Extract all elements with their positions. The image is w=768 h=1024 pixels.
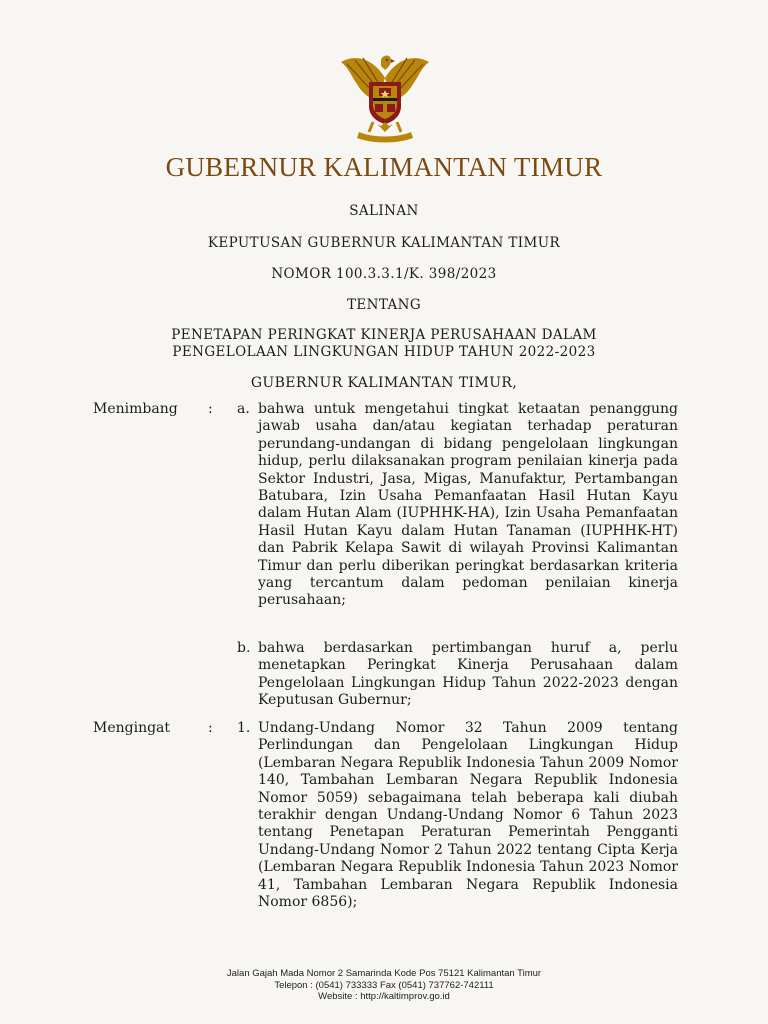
- considering-item-text: bahwa untuk mengetahui tingkat ketaatan penanggung jawab usaha dan/atau kegiatan terhadap peraturan perundang-undangan di bidang pengelolaan lingkungan hidup, perlu dilaksanakan program penilaian kinerja pada Sektor Industri, Jasa, Migas, Manufaktur, Pertambangan Batubara, Izin Usaha Pemanfaatan Hasil Hutan Kayu dalam Hutan Alam (IUPHHK-HA), Izin Usaha Pemanfaatan Hasil Hutan Kayu dalam Hutan Tanaman (IUPHHK-HT) dan Pabrik Kelapa Sawit di wilayah Provinsi Kalimantan Timur dan perlu diberikan peringkat berdasarkan kriteria yang tercantum dalam pedoman penilaian kinerja perusahaan;: [258, 401, 678, 609]
- letter-footer: [0, 968, 768, 1003]
- governor-letterhead-title: GUBERNUR KALIMANTAN TIMUR: [165, 152, 603, 182]
- copy-label: SALINAN: [349, 203, 419, 219]
- recalling-colon: :: [208, 720, 213, 736]
- footer-phone: Telepon : (0541) 733333 Fax (0541) 737762-742111: [274, 979, 494, 991]
- garuda-emblem-icon: [333, 48, 437, 144]
- considering-label: Menimbang: [93, 401, 178, 417]
- considering-item-marker: b.: [237, 640, 251, 656]
- decree-number: NOMOR 100.3.3.1/K. 398/2023: [271, 266, 497, 282]
- considering-item-marker: a.: [237, 401, 250, 417]
- considering-colon: :: [208, 401, 213, 417]
- considering-item-text: bahwa berdasarkan pertimbangan huruf a, perlu menetapkan Peringkat Kinerja Perusahaan dalam Pengelolaan Lingkungan Hidup Tahun 2022-2023 dengan Keputusan Gubernur;: [258, 640, 678, 709]
- footer-address: Jalan Gajah Mada Nomor 2 Samarinda Kode Pos 75121 Kalimantan Timur: [226, 968, 542, 979]
- regarding-label: TENTANG: [346, 297, 422, 313]
- decree-heading: KEPUTUSAN GUBERNUR KALIMANTAN TIMUR: [207, 235, 561, 251]
- recalling-item-marker: 1.: [237, 720, 251, 736]
- recalling-item-text: Undang-Undang Nomor 32 Tahun 2009 tentang Perlindungan dan Pengelolaan Lingkungan Hidup (Lembaran Negara Republik Indonesia Tahun 2009 Nomor 140, Tambahan Lembaran Negara Republik Indonesia Nomor 5059) sebagaimana telah beberapa kali diubah terakhir dengan Undang-Undang Nomor 6 Tahun 2023 tentang Penetapan Peraturan Pemerintah Pengganti Undang-Undang Nomor 2 Tahun 2022 tentang Cipta Kerja (Lembaran Negara Republik Indonesia Tahun 2023 Nomor 41, Tambahan Lembaran Negara Republik Indonesia Nomor 6856);: [258, 720, 678, 911]
- recalling-label: Mengingat: [93, 720, 171, 736]
- decree-subject-line-2: PENGELOLAAN LINGKUNGAN HIDUP TAHUN 2022-2023: [172, 344, 596, 360]
- footer-website: Website : http://kaltimprov.go.id: [318, 991, 450, 1002]
- issuer-heading: GUBERNUR KALIMANTAN TIMUR,: [250, 375, 518, 391]
- decree-subject-line-1: PENETAPAN PERINGKAT KINERJA PERUSAHAAN DALAM: [171, 327, 597, 343]
